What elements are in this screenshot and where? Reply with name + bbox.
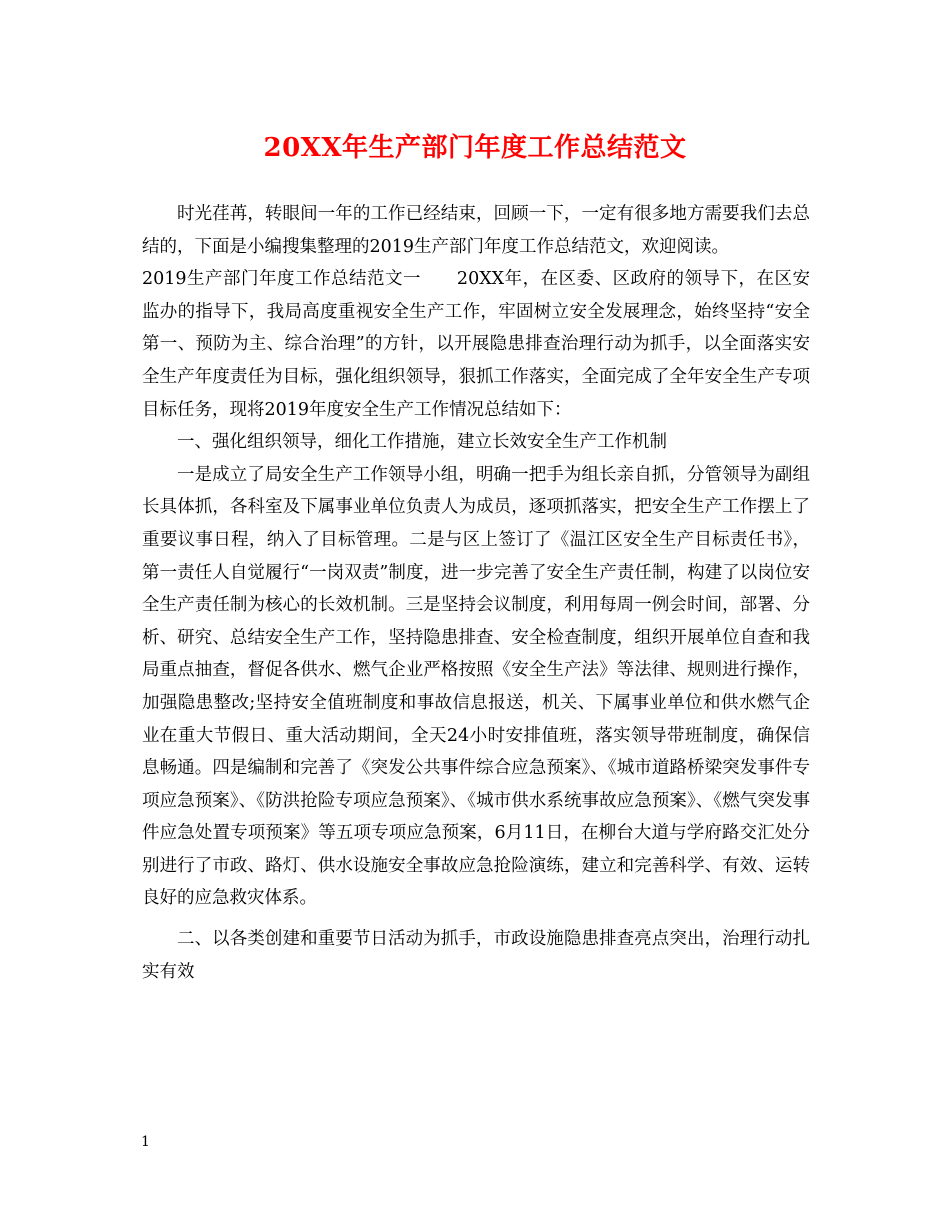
section-heading: 二、以各类创建和重要节日活动为抓手，市政设施隐患排查亮点突出，治理行动扎实有效: [142, 929, 810, 982]
body-paragraph: 一是成立了局安全生产工作领导小组，明确一把手为组长亲自抓，分管领导为副组长具体抓，各科室及下属事业单位负责人为成员，逐项抓落实，把安全生产工作摆上了重要议事日程，纳入了目标管理。二是与区上签订了《温江区安全生产目标责任书》，第一责任人自觉履行“一岗双责”制度，进一步完善了安全生产责任制，构建了以岗位安全生产责任制为核心的长效机制。三是坚持会议制度，利用每周一例会时间，部署、分析、研究、总结安全生产工作，坚持隐患排查、安全检查制度，组织开展单位自查和我局重点抽查，督促各供水、燃气企业严格按照《安全生产法》等法律、规则进行操作，加强隐患整改;坚持安全值班制度和事故信息报送，机关、下属事业单位和供水燃气企业在重大节假日、重大活动期间，全天24小时安排值班，落实领导带班制度，确保信息畅通。四是编制和完善了《突发公共事件综合应急预案》、《城市道路桥梁突发事件专项应急预案》、《防洪抢险专项应急预案》、《城市供水系统事故应急预案》、《燃气突发事件应急处置专项预案》等五项专项应急预案，6月11日，在柳台大道与学府路交汇处分别进行了市政、路灯、供水设施安全事故应急抢险演练，建立和完善科学、有效、运转良好的应急救灾体系。: [142, 464, 810, 909]
document-body: [142, 198, 810, 988]
intro-paragraph: 时光荏苒，转眼间一年的工作已经结束，回顾一下，一定有很多地方需要我们去总结的，下面是小编搜集整理的2019生产部门年度工作总结范文，欢迎阅读。: [142, 204, 810, 257]
document-title: 20XX年生产部门年度工作总结范文: [263, 133, 687, 163]
page-number: 1: [141, 1134, 150, 1150]
section-heading: 一、强化组织领导，细化工作措施，建立长效安全生产工作机制: [177, 432, 667, 453]
body-paragraph: 2019生产部门年度工作总结范文一 20XX年，在区委、区政府的领导下，在区安监办的指导下，我局高度重视安全生产工作，牢固树立安全发展理念，始终坚持“安全第一、预防为主、综合治理”的方针，以开展隐患排查治理行动为抓手，以全面落实安全生产年度责任为目标，强化组织领导，狠抓工作落实，全面完成了全年安全生产专项目标任务，现将2019年度安全生产工作情况总结如下：: [142, 269, 810, 420]
